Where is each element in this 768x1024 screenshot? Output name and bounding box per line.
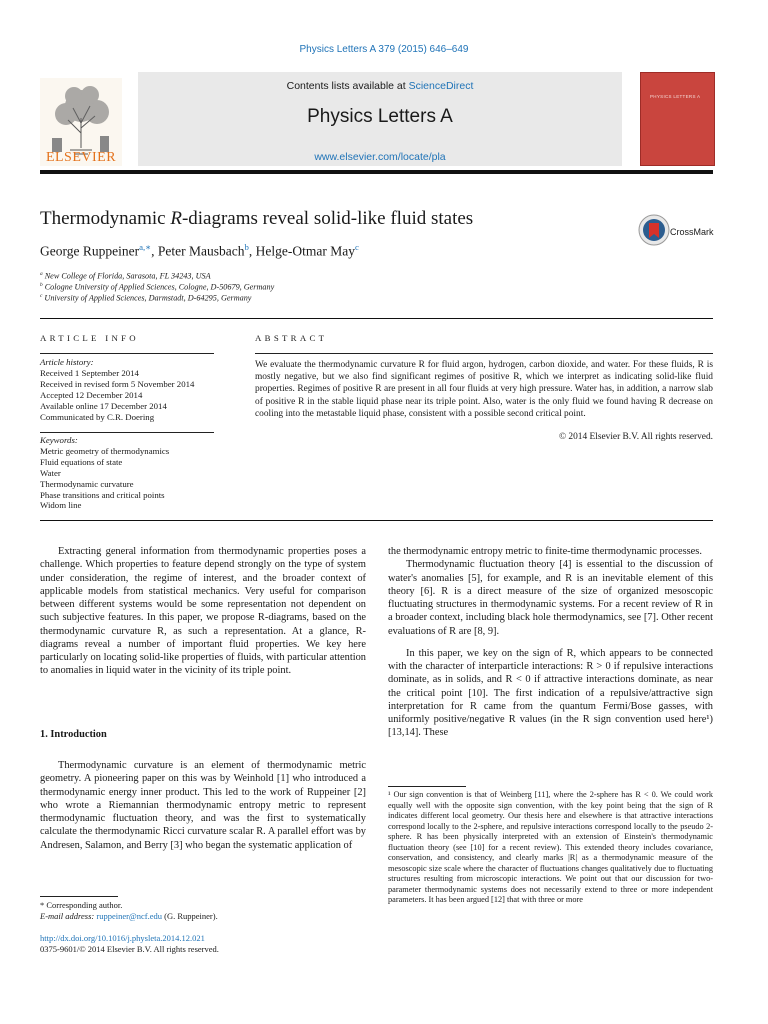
- keyword: Widom line: [40, 500, 82, 511]
- abstract-rule: [255, 353, 713, 354]
- issn-line: 0375-9601/© 2014 Elsevier B.V. All rights reserved.: [40, 944, 219, 954]
- section-heading-introduction: 1. Introduction: [40, 729, 107, 740]
- corresponding-author-note: * Corresponding author. E-mail address: ruppeiner@ncf.edu (G. Ruppeiner).: [40, 900, 218, 921]
- paragraph-gap: [388, 638, 713, 647]
- keywords-list: Keywords: Metric geometry of thermodynamics Fluid equations of state Water Thermodynamic curvature Phase transitions and critical points Widom line: [40, 435, 214, 511]
- body-paragraph: In this paper, we key on the sign of R, which appears to be connected with the character of interparticle interactions: R > 0 if repulsive interactions dominate, as in solids, and R < 0 if attractive interactions dominate, as near the critical point [10]. The first indication of a repulsive/attractive sign interpretation for R came from the quantum Fermi/Bose gasses, with uniformly positive/negative R values (in the R sign convention used here¹) [13,14]. These: [388, 647, 713, 739]
- footnote-rule: [388, 786, 466, 787]
- abstract-text: We evaluate the thermodynamic curvature R for fluid argon, hydrogen, carbon dioxide, and water. For these fluids, R is mostly negative, but we also find significant regimes of positive R, which we interpret as indicating solid-like fluid properties. Regimes of positive R are present in all four fluids at very high pressure. Water has, in addition, a narrow slab of positive R in the stable liquid phase near its triple point. Also, water is the only fluid we found having R decrease on cooling into the metastable liquid phase, consistent with a possible second critical point.: [255, 360, 713, 419]
- doi-block: [40, 933, 219, 955]
- article-info-heading: ARTICLE INFO: [40, 333, 139, 343]
- body-paragraph: Thermodynamic fluctuation theory [4] is essential to the discussion of water's anomalies [5], for example, and R is an inevitable element of this theory [6]. R is a direct measure of the size of organized mesoscopic fluctuating structures in thermodynamic systems. For a recent review of R in a broader context, including black hole thermodynamics, see [7]. Other recent evaluations of R are [8, 9].: [388, 559, 713, 637]
- affiliation: $^c$ University of Applied Sciences, Darmstadt, D-64295, Germany: [40, 293, 252, 303]
- front-matter-rule: [40, 520, 713, 521]
- author-affiliation-mark[interactable]: c: [355, 242, 359, 252]
- affiliation: $^a$ New College of Florida, Sarasota, FL 34243, USA: [40, 271, 211, 281]
- doi-link[interactable]: http://dx.doi.org/10.1016/j.physleta.2014.12.021: [40, 933, 205, 943]
- body-paragraph: the thermodynamic entropy metric to finite-time thermodynamic processes.: [388, 546, 702, 557]
- article-history: Article history: Received 1 September 2014 Received in revised form 5 November 2014 Accepted 12 December 2014 Available online 17 December 2014 Communicated by C.R. Doering: [40, 357, 214, 422]
- author-list: George Ruppeiner$^{a,∗}$, Peter Mausbach$^b$, Helge-Otmar May$^c$: [40, 242, 359, 259]
- title-rule: [40, 318, 713, 319]
- author: Peter Mausbach: [157, 243, 245, 259]
- author: George Ruppeiner: [40, 243, 140, 259]
- history-entry: Accepted 12 December 2014: [40, 389, 143, 400]
- history-entry: Communicated by C.R. Doering: [40, 411, 155, 422]
- sciencedirect-link[interactable]: ScienceDirect: [408, 80, 474, 92]
- abstract-heading: ABSTRACT: [255, 333, 328, 343]
- keyword: Thermodynamic curvature: [40, 478, 134, 489]
- paper-title: Thermodynamic R-diagrams reveal solid-like fluid states: [40, 208, 474, 229]
- journal-url-link[interactable]: www.elsevier.com/locate/pla: [314, 151, 446, 163]
- affiliation: $^b$ Cologne University of Applied Sciences, Cologne, D-50679, Germany: [40, 282, 275, 292]
- contents-line: Contents lists available at ScienceDirect: [286, 80, 474, 92]
- body-paragraph: Extracting general information from thermodynamic properties poses a challenge. Which properties to feature depend strongly on the type of system under consideration, the regime of interest, and the broader context of applicable models from statistical mechanics. Very useful for comparison between different systems would be some representation not dependent on such subjective features. In this paper, we propose R-diagrams, based on the thermodynamic curvature R, as such a representation. At a glance, R-diagrams reveal a number of important fluid properties. We key here particularly on locating solid-like properties of fluids, with particular attention to anomalies in liquid water in the vicinity of its triple point.: [40, 546, 366, 677]
- history-entry: Received in revised form 5 November 2014: [40, 378, 195, 389]
- keyword: Metric geometry of thermodynamics: [40, 445, 170, 456]
- journal-title: Physics Letters A: [307, 106, 453, 127]
- author: Helge-Otmar May: [255, 243, 355, 259]
- crossmark-label: CrossMark: [670, 227, 714, 237]
- header-rule: [40, 170, 713, 174]
- history-entry: Available online 17 December 2014: [40, 400, 167, 411]
- keyword: Water: [40, 467, 61, 478]
- author-affiliation-mark[interactable]: b: [244, 242, 249, 252]
- left-column-intro: [40, 545, 366, 678]
- author-affiliation-mark[interactable]: a,∗: [139, 242, 152, 252]
- info-rule: [40, 353, 214, 354]
- right-column: [388, 545, 713, 740]
- keyword: Fluid equations of state: [40, 456, 123, 467]
- footnote-1: ¹ Our sign convention is that of Weinberg [11], where the 2-sphere has R < 0. We could work equally well with the opposite sign convention, with the key point being that the sign of R indicates different local geometry. Our thesis here and elsewhere is that attractive interactions correspond locally to the 2-sphere, and repulsive interactions correspond locally to the pseudo 2-sphere. R has been physically interpreted with an extension of Einstein's thermodynamic fluctuation theory (see [10] for a recent review). This extended theory includes covariance, conservation, and consistency, and clearly marks |R| as a thermodynamic measure of the mesoscopic size scale where the character of fluctuations changes qualitatively due to fluctuating structures resulting from microscopic interactions. We point out that our discussion for two-parameter thermodynamic systems does not necessarily extend to three or more independent parameters. It has been argued [12] that with three or more: [388, 790, 713, 905]
- journal-cover-thumbnail[interactable]: [640, 72, 715, 166]
- history-entry: Received 1 September 2014: [40, 367, 139, 378]
- cover-title: PHYSICS LETTERS A: [650, 94, 701, 99]
- left-column-section-1: [40, 759, 366, 852]
- abstract-copyright: © 2014 Elsevier B.V. All rights reserved.: [558, 432, 713, 442]
- crossmark-icon[interactable]: [638, 214, 670, 246]
- elsevier-wordmark: ELSEVIER: [45, 150, 117, 165]
- footnote-rule: [40, 896, 118, 897]
- journal-reference-link[interactable]: Physics Letters A 379 (2015) 646–649: [299, 44, 469, 55]
- author-email-link[interactable]: ruppeiner@ncf.edu: [96, 911, 163, 921]
- body-paragraph: Thermodynamic curvature is an element of thermodynamic metric geometry. A pioneering paper on this was by Weinhold [1] who introduced a thermodynamic energy inner product. This led to the work of Ruppeiner [2] who wrote a Riemannian thermodynamic entropy metric to represent thermodynamic fluctuation theory, and was the first to systematically calculate the thermodynamic Ricci curvature scalar R. A parallel effort was by Andresen, Salamon, and Berry [3] who began the systematic application of: [40, 760, 366, 851]
- keywords-rule: [40, 432, 214, 433]
- keyword: Phase transitions and critical points: [40, 489, 165, 500]
